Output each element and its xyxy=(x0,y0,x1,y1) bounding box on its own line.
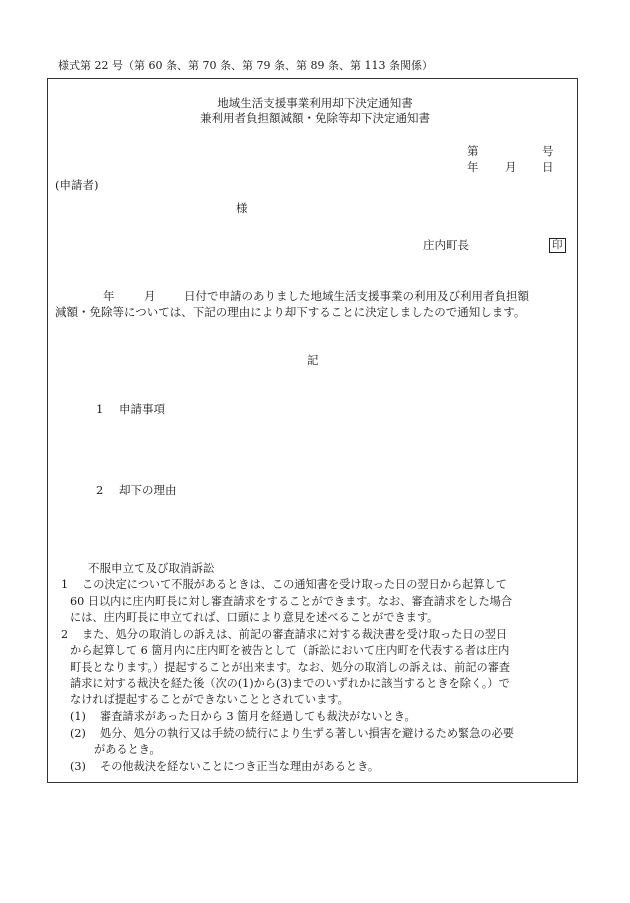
appeal-p2-line: また、処分の取消しの訴えは、前記の審査請求に対する裁決書を受け取った日の翌日 xyxy=(82,628,508,641)
appeal-p2-number: 2 xyxy=(61,628,69,641)
doc-number-suffix: 号 xyxy=(542,144,554,158)
item-2-number: 2 xyxy=(96,483,104,497)
date-month: 月 xyxy=(505,160,517,174)
appeal-sub-2-line: があるとき。 xyxy=(94,743,161,756)
appeal-sub-2-line: 処分、処分の執行又は手続の続行により生ずる著しい損害を避けるため緊急の必要 xyxy=(100,727,514,740)
applicant-honorific: 様 xyxy=(236,201,248,215)
item-1-label: 申請事項 xyxy=(119,402,165,416)
date-day: 日 xyxy=(542,160,554,174)
item-1-number: 1 xyxy=(96,402,104,416)
body-text-line1: 日付で申請のありました地域生活支援事業の利用及び利用者負担額 xyxy=(184,289,529,303)
appeal-sub-1-number: (1) xyxy=(70,710,86,723)
appeal-p2-line: 請求に対する裁決を経た後（次の(1)から(3)までのいずれかに該当するときを除く。）で xyxy=(70,677,510,690)
appeal-p1-line: 60 日以内に庄内町長に対し審査請求をすることができます。なお、審査請求をした場合 xyxy=(70,595,513,608)
ki-heading: 記 xyxy=(307,353,319,367)
appeal-sub-3-number: (3) xyxy=(70,760,86,773)
document-subtitle: 兼利用者負担額減額・免除等却下決定通知書 xyxy=(200,111,430,125)
body-text-line2: 減額・免除等については、下記の理由により却下することに決定しましたので通知します。 xyxy=(55,305,526,319)
body-year: 年 xyxy=(103,289,115,303)
form-number: 様式第 22 号（第 60 条、第 70 条、第 79 条、第 89 条、第 113 条関係） xyxy=(58,59,433,72)
appeal-p1-line: には、庄内町長に申立てれば、口頭により意見を述べることができます。 xyxy=(70,611,439,624)
appeal-p2-line: 町長となります。）提起することが出来ます。なお、処分の取消しの訴えは、前記の審査 xyxy=(70,661,511,674)
appeal-sub-3-line: その他裁決を経ないことにつき正当な理由があるとき。 xyxy=(100,760,380,773)
appeal-p2-line: から起算して 6 箇月内に庄内町を被告として（訴訟において庄内町を代表する者は庄内 xyxy=(70,644,510,657)
appeal-p2-line: なければ提起することができないこととされています。 xyxy=(70,693,349,706)
seal-stamp: 印 xyxy=(549,238,566,253)
issuer-name: 庄内町長 xyxy=(423,238,469,252)
document-title: 地域生活支援事業利用却下決定通知書 xyxy=(217,96,413,110)
appeal-heading: 不服申立て及び取消訴訟 xyxy=(88,561,215,575)
appeal-sub-1-line: 審査請求があった日から 3 箇月を経過しても裁決がないとき。 xyxy=(100,710,416,723)
date-year: 年 xyxy=(467,160,479,174)
appeal-p1-line: この決定について不服があるときは、この通知書を受け取った日の翌日から起算して xyxy=(82,578,507,591)
item-2-label: 却下の理由 xyxy=(119,483,177,497)
appeal-p1-number: 1 xyxy=(61,578,69,591)
applicant-label: (申請者) xyxy=(55,178,99,192)
appeal-sub-2-number: (2) xyxy=(70,727,86,740)
body-month: 月 xyxy=(144,289,156,303)
doc-number-prefix: 第 xyxy=(467,144,479,158)
